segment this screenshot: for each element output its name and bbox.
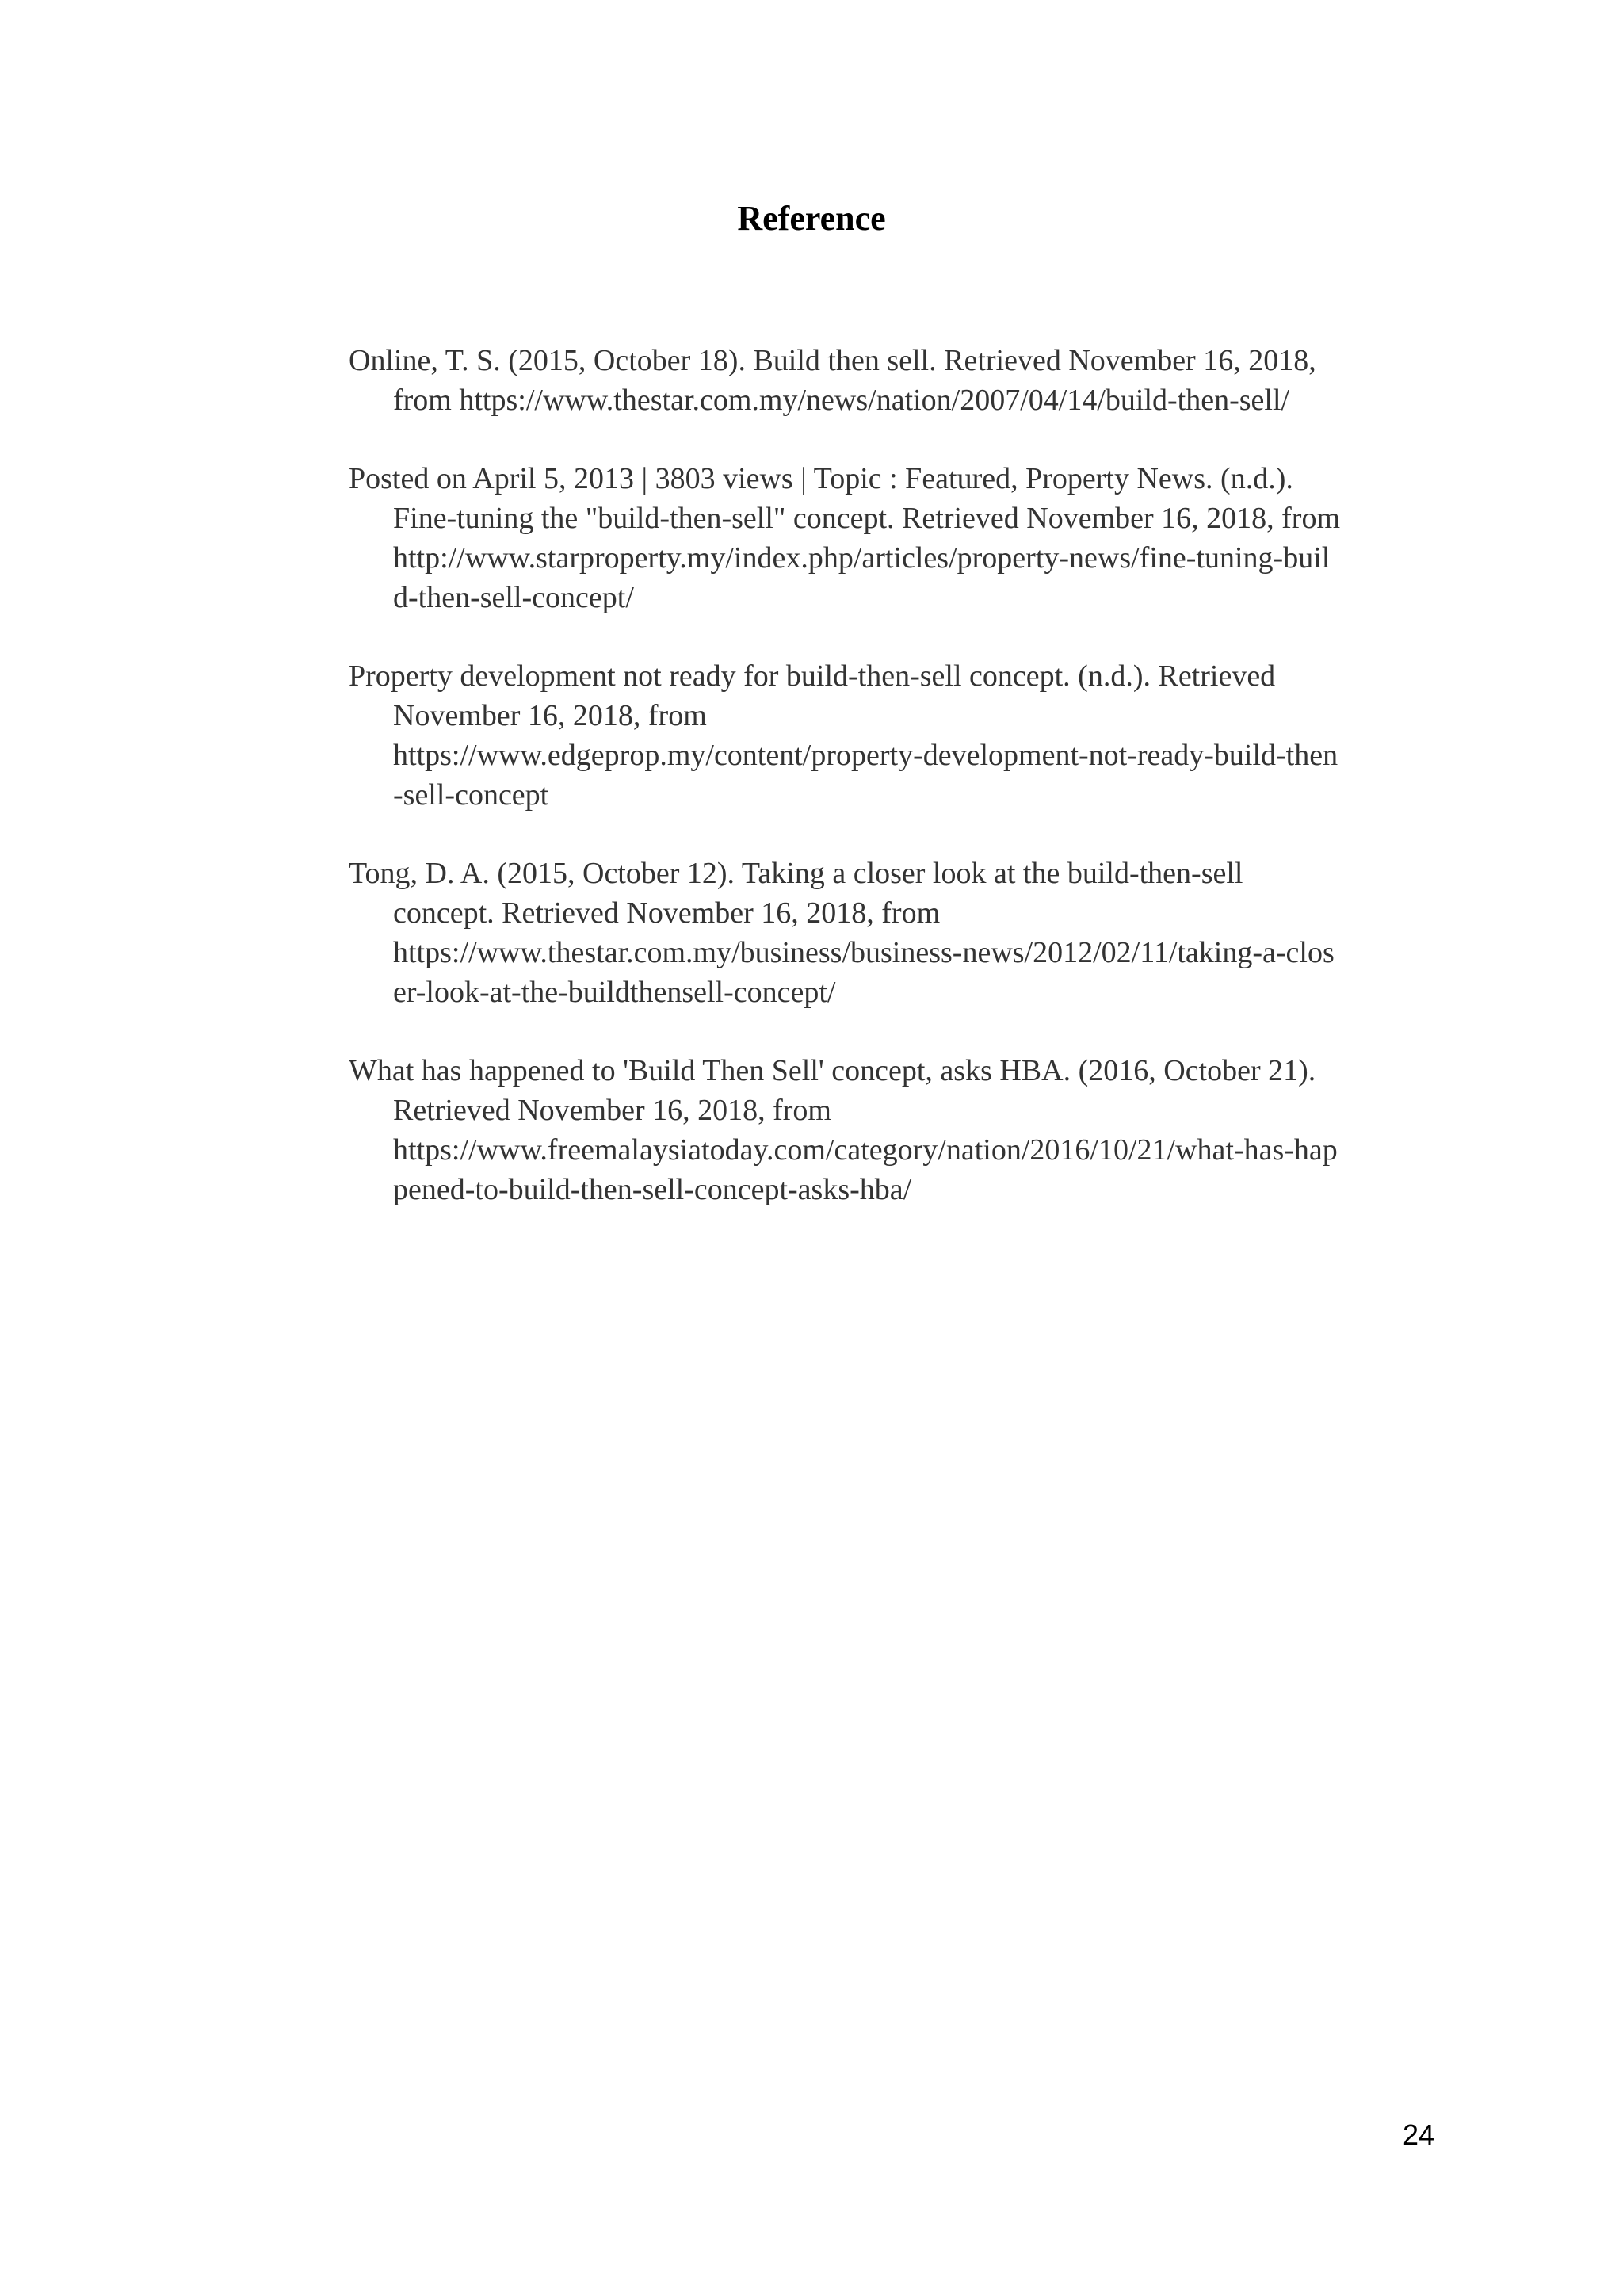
reference-line: from https://www.thestar.com.my/news/nation/2007/04/14/build-then-sell/ bbox=[393, 384, 1290, 417]
reference-line: What has happened to 'Build Then Sell' concept, asks HBA. (2016, October 21). bbox=[349, 1054, 1316, 1087]
reference-line: Posted on April 5, 2013 | 3803 views | Topic : Featured, Property News. (n.d.). bbox=[349, 462, 1293, 495]
reference-line: -sell-concept bbox=[393, 778, 549, 812]
reference-line: November 16, 2018, from bbox=[393, 699, 707, 732]
reference-line: Online, T. S. (2015, October 18). Build then sell. Retrieved November 16, 2018, bbox=[349, 344, 1316, 377]
reference-line: https://www.edgeprop.my/content/property-development-not-ready-build-then bbox=[393, 739, 1338, 772]
page-title: Reference bbox=[737, 199, 886, 238]
reference-line: Fine-tuning the "build-then-sell" concept. Retrieved November 16, 2018, from bbox=[393, 502, 1341, 535]
reference-line: Property development not ready for build-then-sell concept. (n.d.). Retrieved bbox=[349, 659, 1276, 693]
reference-entry bbox=[349, 854, 1434, 1012]
reference-list bbox=[349, 341, 1434, 1248]
reference-entry bbox=[349, 656, 1434, 815]
reference-line: er-look-at-the-buildthensell-concept/ bbox=[393, 976, 836, 1009]
reference-line: https://www.freemalaysiatoday.com/category/nation/2016/10/21/what-has-hap bbox=[393, 1133, 1338, 1167]
reference-line: Retrieved November 16, 2018, from bbox=[393, 1094, 831, 1127]
page-number: 24 bbox=[1402, 2118, 1434, 2151]
reference-line: d-then-sell-concept/ bbox=[393, 581, 634, 614]
reference-line: Tong, D. A. (2015, October 12). Taking a closer look at the build-then-sell bbox=[349, 857, 1243, 890]
reference-line: pened-to-build-then-sell-concept-asks-hba/ bbox=[393, 1173, 912, 1206]
reference-line: concept. Retrieved November 16, 2018, from bbox=[393, 896, 941, 930]
reference-line: http://www.starproperty.my/index.php/articles/property-news/fine-tuning-buil bbox=[393, 541, 1331, 575]
reference-entry bbox=[349, 459, 1434, 617]
reference-entry bbox=[349, 1051, 1434, 1209]
reference-entry bbox=[349, 341, 1434, 420]
reference-line: https://www.thestar.com.my/business/business-news/2012/02/11/taking-a-clos bbox=[393, 936, 1335, 969]
